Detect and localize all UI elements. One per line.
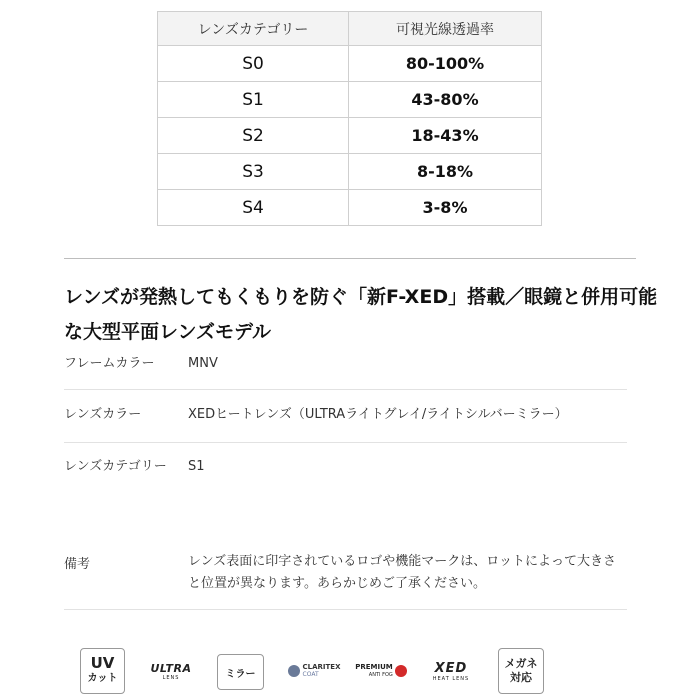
category-cell: S1 (158, 82, 349, 118)
transmission-cell: 43-80% (349, 82, 542, 118)
anti-fog-logo-icon (395, 665, 407, 677)
lens-category-table (157, 11, 542, 226)
table-row (158, 82, 542, 118)
spec-label: フレームカラー (64, 356, 155, 371)
table-header-row (158, 12, 542, 46)
spec-row-frame-color (64, 355, 627, 390)
spec-row-lens-color (64, 406, 627, 443)
product-heading: レンズが発熱してもくもりを防ぐ「新F-XED」搭載／眼鏡と併用可能な大型平面レンズモデル (64, 286, 658, 343)
spec-row-lens-category (64, 458, 627, 538)
claritex-logo-icon (288, 665, 300, 677)
glasses-compatible-badge-icon (498, 648, 544, 694)
category-cell: S3 (158, 154, 349, 190)
transmission-cell: 80-100% (349, 46, 542, 82)
spec-label: レンズカテゴリー (64, 459, 167, 474)
xed-heat-lens-badge-icon (420, 648, 482, 694)
spec-label: 備考 (64, 557, 91, 572)
badge-text: LENS (162, 674, 180, 681)
badge-text: メガネ (504, 657, 538, 670)
table-row (158, 46, 542, 82)
claritex-coat-badge-icon (281, 648, 347, 694)
transmission-cell: 18-43% (349, 118, 542, 154)
badge-text: COAT (302, 671, 319, 678)
badge-text: PREMIUM (355, 663, 393, 671)
column-header-transmission: 可視光線透過率 (349, 12, 542, 46)
badge-text: ULTRA (150, 661, 192, 675)
spec-row-remarks (64, 551, 627, 610)
spec-value: S1 (188, 459, 205, 474)
table-row (158, 154, 542, 190)
badge-text: ANTI FOG (368, 672, 393, 678)
column-header-category: レンズカテゴリー (158, 12, 349, 46)
spec-value: レンズ表面に印字されているロゴや機能マークは、ロットによって大きさと位置が異なります。あらかじめご了承ください。 (188, 554, 617, 591)
section-divider (64, 258, 636, 259)
uv-cut-badge-icon (80, 648, 125, 694)
badge-text: 対応 (510, 671, 532, 684)
spec-label: レンズカラー (64, 407, 142, 422)
premium-anti-fog-badge-icon (351, 648, 411, 694)
table-row (158, 190, 542, 226)
transmission-cell: 3-8% (349, 190, 542, 226)
spec-value: MNV (188, 356, 218, 371)
badge-text: XED (434, 660, 468, 676)
spec-value: XEDヒートレンズ（ULTRAライトグレイ/ライトシルバーミラー） (188, 407, 568, 422)
ultra-lens-badge-icon (141, 648, 201, 694)
category-cell: S4 (158, 190, 349, 226)
mirror-badge-icon (217, 654, 264, 690)
table-row (158, 118, 542, 154)
badge-text: ミラー (225, 668, 256, 680)
badge-text: CLARITEX (302, 663, 341, 671)
badge-text: カット (87, 673, 118, 684)
category-cell: S2 (158, 118, 349, 154)
badge-text: UV (90, 654, 115, 672)
transmission-cell: 8-18% (349, 154, 542, 190)
category-cell: S0 (158, 46, 349, 82)
badge-text: HEAT LENS (432, 675, 470, 682)
